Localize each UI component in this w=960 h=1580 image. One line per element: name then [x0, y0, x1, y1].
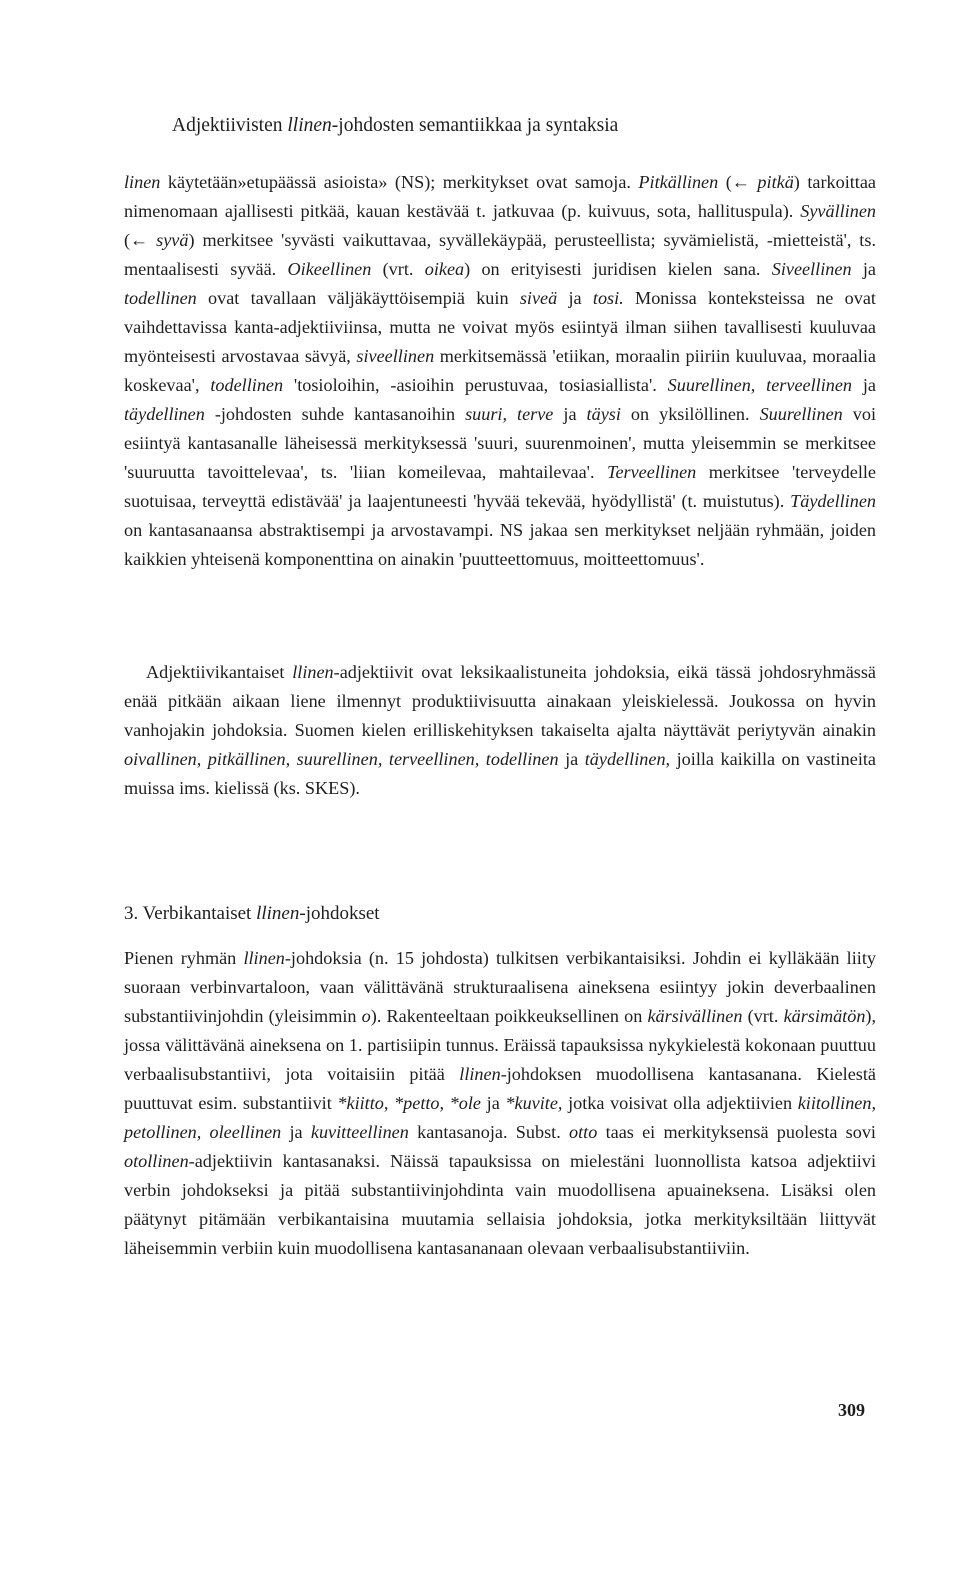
italic-term: Syvällinen	[800, 201, 876, 221]
italic-term: todellinen	[124, 288, 197, 308]
header-text-italic: llinen	[287, 115, 332, 136]
text-run: (vrt.	[371, 259, 425, 279]
italic-term: linen	[124, 172, 161, 192]
text-run: kantasanoja. Subst.	[408, 1122, 570, 1142]
italic-term: siveä	[519, 288, 558, 308]
italic-term: kärsivällinen	[647, 1006, 743, 1026]
text-run: -johdosten suhde kantasanoihin	[204, 404, 466, 424]
italic-term: täysi	[586, 404, 621, 424]
text-run: ja	[852, 375, 876, 395]
italic-term: o	[361, 1006, 371, 1026]
text-run: ) tarkoittaa nimenomaan ajallisesti pitkää, kauan kestävää t. jatkuvaa (p. kuivuus, sota, hallituspula).	[124, 172, 876, 221]
text-run: Monissa konteksteissa ne ovat vaihdettavissa kanta-adjektiiviinsa, mutta ne voivat myös esiintyä ilman siihen tavallisesti kuuluvaa myönteisesti arvostavaa sävyä,	[124, 288, 876, 366]
text-run: (vrt.	[742, 1006, 784, 1026]
italic-term: kiitollinen, petollinen, oleellinen	[124, 1093, 876, 1142]
text-run: on kantasanaansa abstraktisempi ja arvostavampi. NS jakaa sen merkitykset neljään ryhmään, joiden kaikkien yhteisenä komponenttina on ainakin 'puutteettomuus, moitteettomuus'.	[124, 520, 876, 569]
italic-term: Suurellinen, terveellinen	[667, 375, 853, 395]
text-run: merkitsemässä 'etiikan, moraalin piiriin kuuluvaa, moraalia koskevaa',	[124, 346, 876, 395]
text-run: ja	[553, 404, 587, 424]
section-heading	[124, 900, 380, 928]
text-run: -johdoksia (n. 15 johdosta) tulkitsen verbikantaisiksi. Johdin ei kylläkään liity suoraan verbinvartaloon, vaan välittävänä strukturaalisena aineksena esiintyy jokin deverbaalinen substantiivinjohdin (yleisimmin	[124, 948, 876, 1026]
italic-term: Terveellinen	[607, 462, 697, 482]
italic-term: *kuvite,	[505, 1093, 563, 1113]
text-run: on yksilöllinen.	[620, 404, 760, 424]
running-header	[172, 112, 882, 140]
header-text-start: Adjektiivisten	[172, 115, 288, 136]
text-run: ) on erityisesti juridisen kielen sana.	[464, 259, 772, 279]
text-run: joilla kaikilla on vastineita muissa ims. kielissä (ks. SKES).	[124, 749, 876, 798]
text-run: ja	[481, 1093, 506, 1113]
text-run: -johdoksen muodollisena kantasanana. Kielestä puuttuvat esim. substantiivit	[124, 1064, 876, 1113]
italic-term: pitkä	[757, 172, 794, 192]
italic-term: oivallinen, pitkällinen, suurellinen, terveellinen, todellinen	[124, 749, 559, 769]
text-run: jotka voisivat olla adjektiivien	[562, 1093, 798, 1113]
text-run: -adjektiivit ovat leksikaalistuneita johdoksia, eikä tässä johdosryhmässä enää pitkään aikaan liene ilmennyt produktiivisuutta ainakaan yleiskielessä. Joukossa on hyvin vanhojakin johdoksia. Suomen kielen erilliskehityksen takaiselta ajalta näyttävät periytyvän ainakin	[124, 662, 876, 740]
text-run: (←	[124, 230, 157, 250]
text-run: ) merkitsee 'syvästi vaikuttavaa, syvällekäypää, perusteellista; syvämielistä, -mietteistä', ts. mentaalisesti syvää.	[124, 230, 876, 279]
section-title-end: -johdokset	[299, 903, 380, 924]
italic-term: llinen	[243, 948, 285, 968]
italic-term: Oikeellinen	[287, 259, 372, 279]
text-run: taas ei merkityksensä puolesta sovi	[597, 1122, 876, 1142]
text-run: (←	[718, 172, 758, 192]
header-text-end: -johdosten semantiikkaa ja syntaksia	[331, 115, 619, 136]
text-run: -adjektiivin kantasanaksi. Näissä tapauksissa on mielestäni luonnollista katsoa adjektiivi verbin johdokseksi ja pitää substantiivinjohdinta vain muodollisena apuaineksena. Lisäksi olen päätynyt pitämään verbikantaisina muutamia sellaisia johdoksia, jotka merkityksiltään liittyvät läheisemmin verbiin kuin muodollisena kantasananaan olevaan verbaalisubstantiiviin.	[124, 1151, 876, 1258]
page-number: 309	[838, 1400, 865, 1420]
text-run: 'tosioloihin, -asioihin perustuvaa, tosiasiallista'.	[283, 375, 668, 395]
italic-term: Suurellinen	[759, 404, 843, 424]
italic-term: llinen	[292, 662, 334, 682]
italic-term: täydellinen,	[584, 749, 671, 769]
text-run: ), jossa välittävänä aineksena on 1. partisiipin tunnus. Eräissä tapauksissa nykykielestä kokonaan puuttuu verbaalisubstantiivi, jota voitaisiin pitää	[124, 1006, 877, 1084]
italic-term: llinen	[459, 1064, 501, 1084]
italic-term: otollinen	[124, 1151, 189, 1171]
italic-term: suuri, terve	[465, 404, 554, 424]
italic-term: Pitkällinen	[638, 172, 719, 192]
italic-term: todellinen	[210, 375, 284, 395]
text-run: voi esiintyä kantasanalle läheisessä merkityksessä 'suuri, suurenmoinen', mutta yleisemmin se merkitsee 'suuruutta tavoittelevaa', ts. 'liian komeilevaa, mahtailevaa'.	[124, 404, 876, 482]
italic-term: kuvitteellinen	[310, 1122, 409, 1142]
italic-term: Täydellinen	[790, 491, 876, 511]
italic-term: otto	[569, 1122, 598, 1142]
section-number: 3.	[124, 903, 139, 924]
italic-term: tosi.	[592, 288, 624, 308]
italic-term: siveellinen	[356, 346, 435, 366]
paragraph-3	[124, 944, 876, 1263]
text-run: ja	[557, 288, 593, 308]
italic-term: syvä	[156, 230, 189, 250]
section-title-italic: llinen	[256, 903, 300, 924]
text-run: merkitsee 'terveydelle suotuisaa, terveyttä edistävää' ja laajentuneesti 'hyvää tekevää, hyödyllistä' (t. muistutus).	[124, 462, 877, 511]
paragraph-1	[124, 168, 876, 574]
italic-term: *kiitto, *petto, *ole	[337, 1093, 482, 1113]
text-run: ). Rakenteeltaan poikkeuksellinen on	[370, 1006, 648, 1026]
text-run: ja	[558, 749, 585, 769]
italic-term: Siveellinen	[771, 259, 852, 279]
paragraph-2	[124, 658, 876, 803]
section-title-start: Verbikantaiset	[138, 903, 257, 924]
italic-term: täydellinen	[124, 404, 205, 424]
text-run: ja	[281, 1122, 311, 1142]
italic-term: kärsimätön	[783, 1006, 866, 1026]
italic-term: oikea	[424, 259, 465, 279]
text-run: Pienen ryhmän	[124, 948, 244, 968]
text-run: käytetään»etupäässä asioista» (NS); merkitykset ovat samoja.	[160, 172, 639, 192]
text-run: ja	[851, 259, 876, 279]
text-run: Adjektiivikantaiset	[146, 662, 293, 682]
text-run: ovat tavallaan väljäkäyttöisempiä kuin	[196, 288, 520, 308]
